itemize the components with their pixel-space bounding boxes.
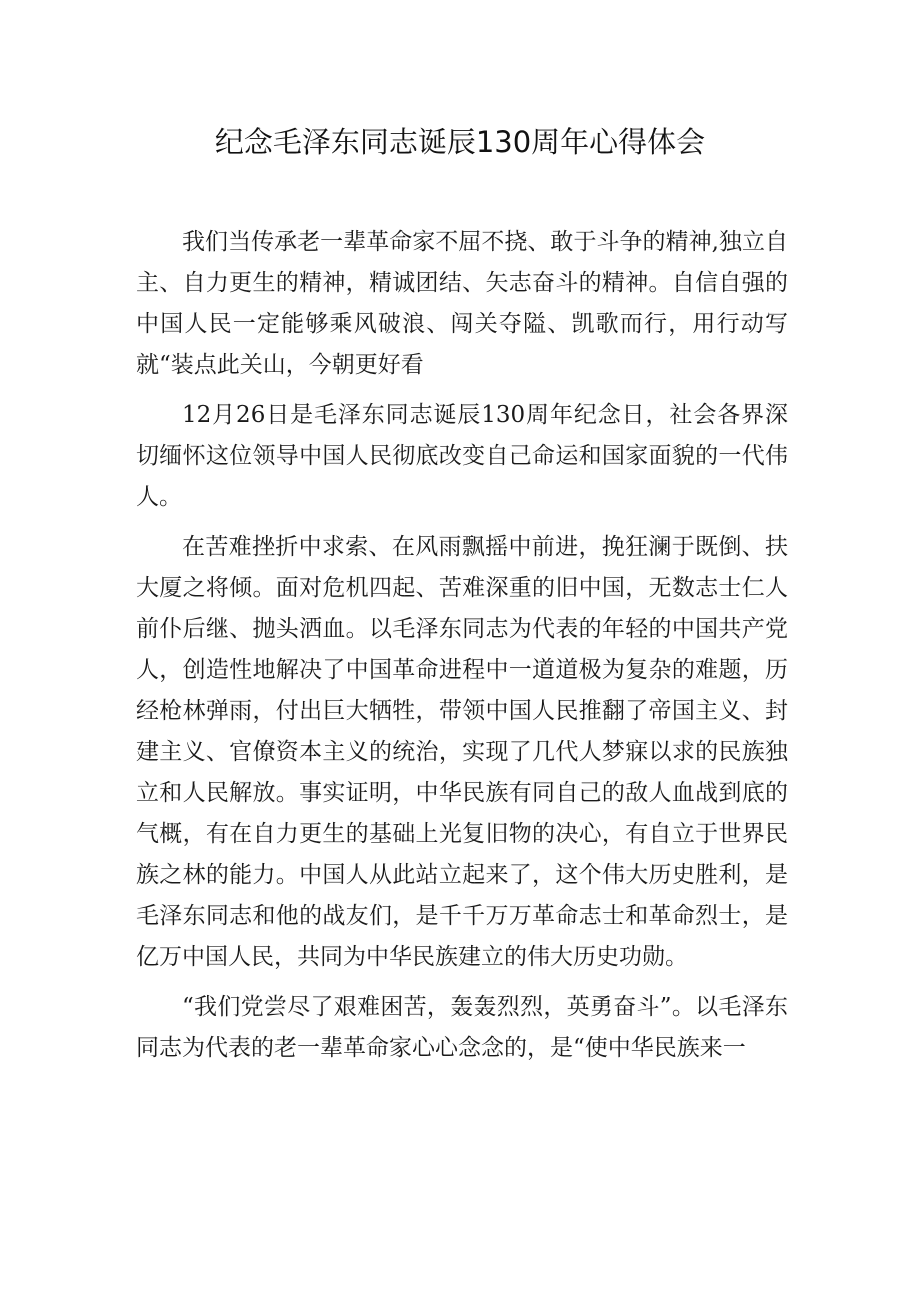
paragraph-3: 在苦难挫折中求索、在风雨飘摇中前进，挽狂澜于既倒、扶大厦之将倾。面对危机四起、苦难深重的旧中国，无数志士仁人前仆后继、抛头洒血。以毛泽东同志为代表的年轻的中国共产党人，创造性地解决了中国革命进程中一道道极为复杂的难题，历经枪林弹雨，付出巨大牺牲，带领中国人民推翻了帝国主义、封建主义、官僚资本主义的统治，实现了几代人梦寐以求的民族独立和人民解放。事实证明，中华民族有同自己的敌人血战到底的气概，有在自力更生的基础上光复旧物的决心，有自立于世界民族之林的能力。中国人从此站立起来了，这个伟大历史胜利，是毛泽东同志和他的战友们，是千千万万革命志士和革命烈士，是亿万中国人民，共同为中华民族建立的伟大历史功勋。 (136, 534, 788, 970)
paragraph-1: 我们当传承老一辈革命家不屈不挠、敢于斗争的精神,独立自主、自力更生的精神，精诚团结、矢志奋斗的精神。自信自强的中国人民一定能够乘风破浪、闯关夺隘、凯歌而行，用行动写就“装点此关山，今朝更好看 (136, 229, 788, 378)
document-body (136, 222, 788, 1069)
paragraph-4: “我们党尝尽了艰难困苦，轰轰烈烈，英勇奋斗”。以毛泽东同志为代表的老一辈革命家心心念念的，是“使中华民族来一 (136, 994, 788, 1061)
paragraph-2: 12月26日是毛泽东同志诞辰130周年纪念日，社会各界深切缅怀这位领导中国人民彻底改变自己命运和国家面貌的一代伟人。 (136, 402, 788, 510)
document-title: 纪念毛泽东同志诞辰130周年心得体会 (214, 125, 706, 159)
